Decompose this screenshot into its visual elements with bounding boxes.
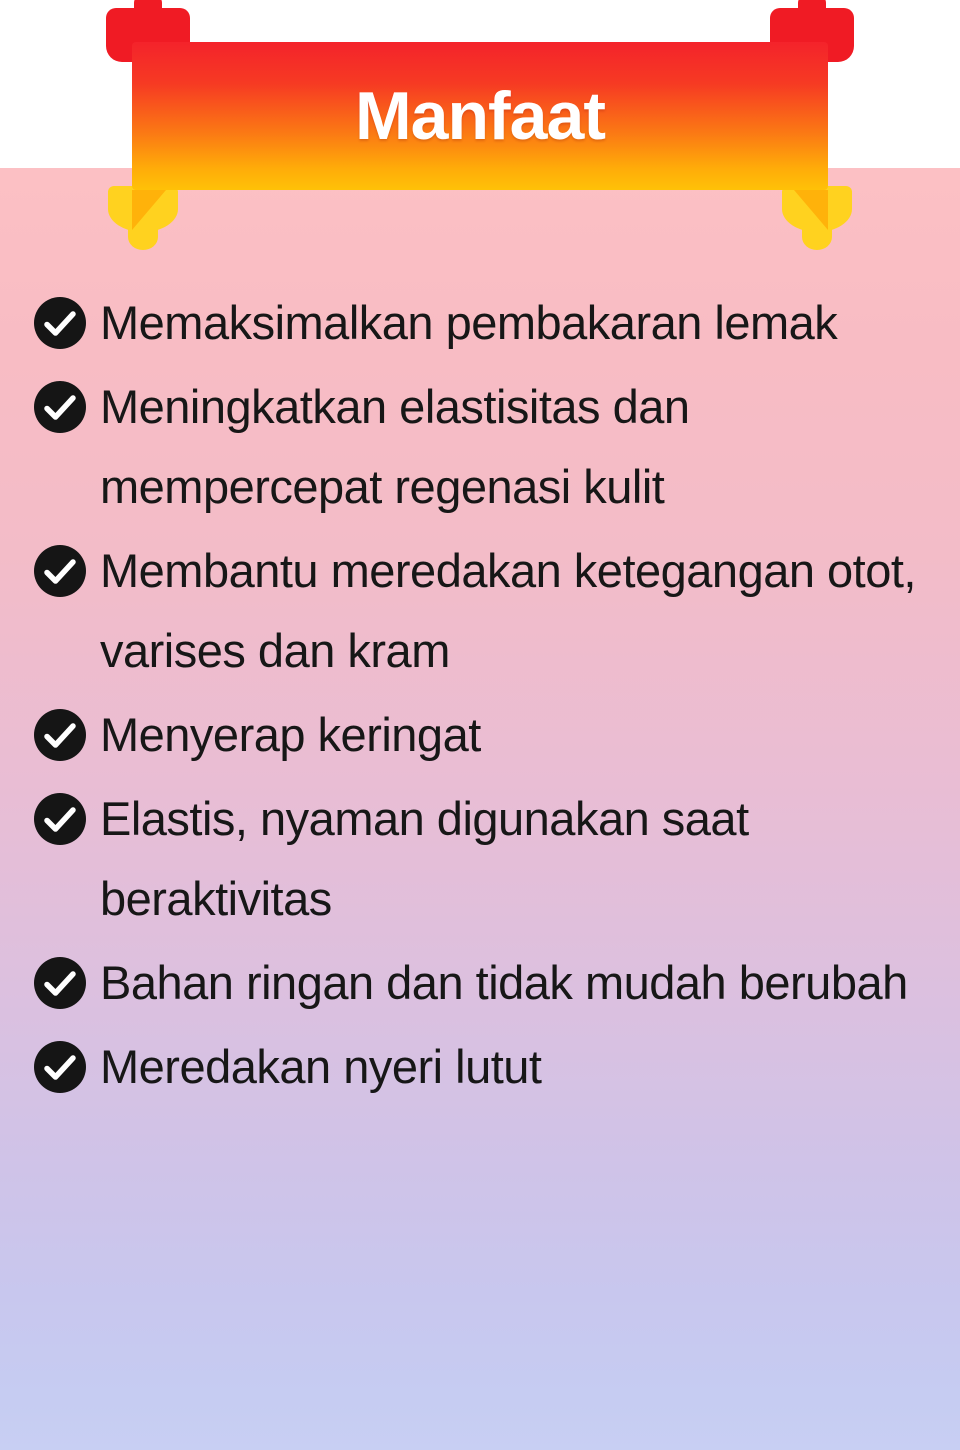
check-circle-icon — [34, 957, 86, 1009]
check-circle-icon — [34, 1041, 86, 1093]
list-item — [34, 779, 934, 939]
list-item — [34, 1027, 934, 1107]
check-circle-icon — [34, 545, 86, 597]
benefit-text: Meningkatkan elastisitas dan mempercepat regenasi kulit — [100, 380, 690, 513]
list-item — [34, 943, 934, 1023]
check-circle-icon — [34, 709, 86, 761]
benefit-text: Memaksimalkan pembakaran lemak — [100, 296, 838, 349]
benefit-text: Membantu meredakan ketegangan otot, varises dan kram — [100, 544, 916, 677]
banner-ribbon — [100, 0, 860, 260]
benefits-list — [34, 283, 934, 1111]
benefit-text: Meredakan nyeri lutut — [100, 1040, 542, 1093]
list-item — [34, 695, 934, 775]
check-circle-icon — [34, 297, 86, 349]
benefit-text: Elastis, nyaman digunakan saat beraktivitas — [100, 792, 749, 925]
banner-body — [132, 42, 828, 190]
benefit-text: Menyerap keringat — [100, 708, 481, 761]
list-item — [34, 367, 934, 527]
list-item — [34, 283, 934, 363]
check-circle-icon — [34, 381, 86, 433]
benefit-text: Bahan ringan dan tidak mudah berubah — [100, 956, 908, 1009]
list-item — [34, 531, 934, 691]
banner-title: Manfaat — [355, 78, 605, 154]
check-circle-icon — [34, 793, 86, 845]
